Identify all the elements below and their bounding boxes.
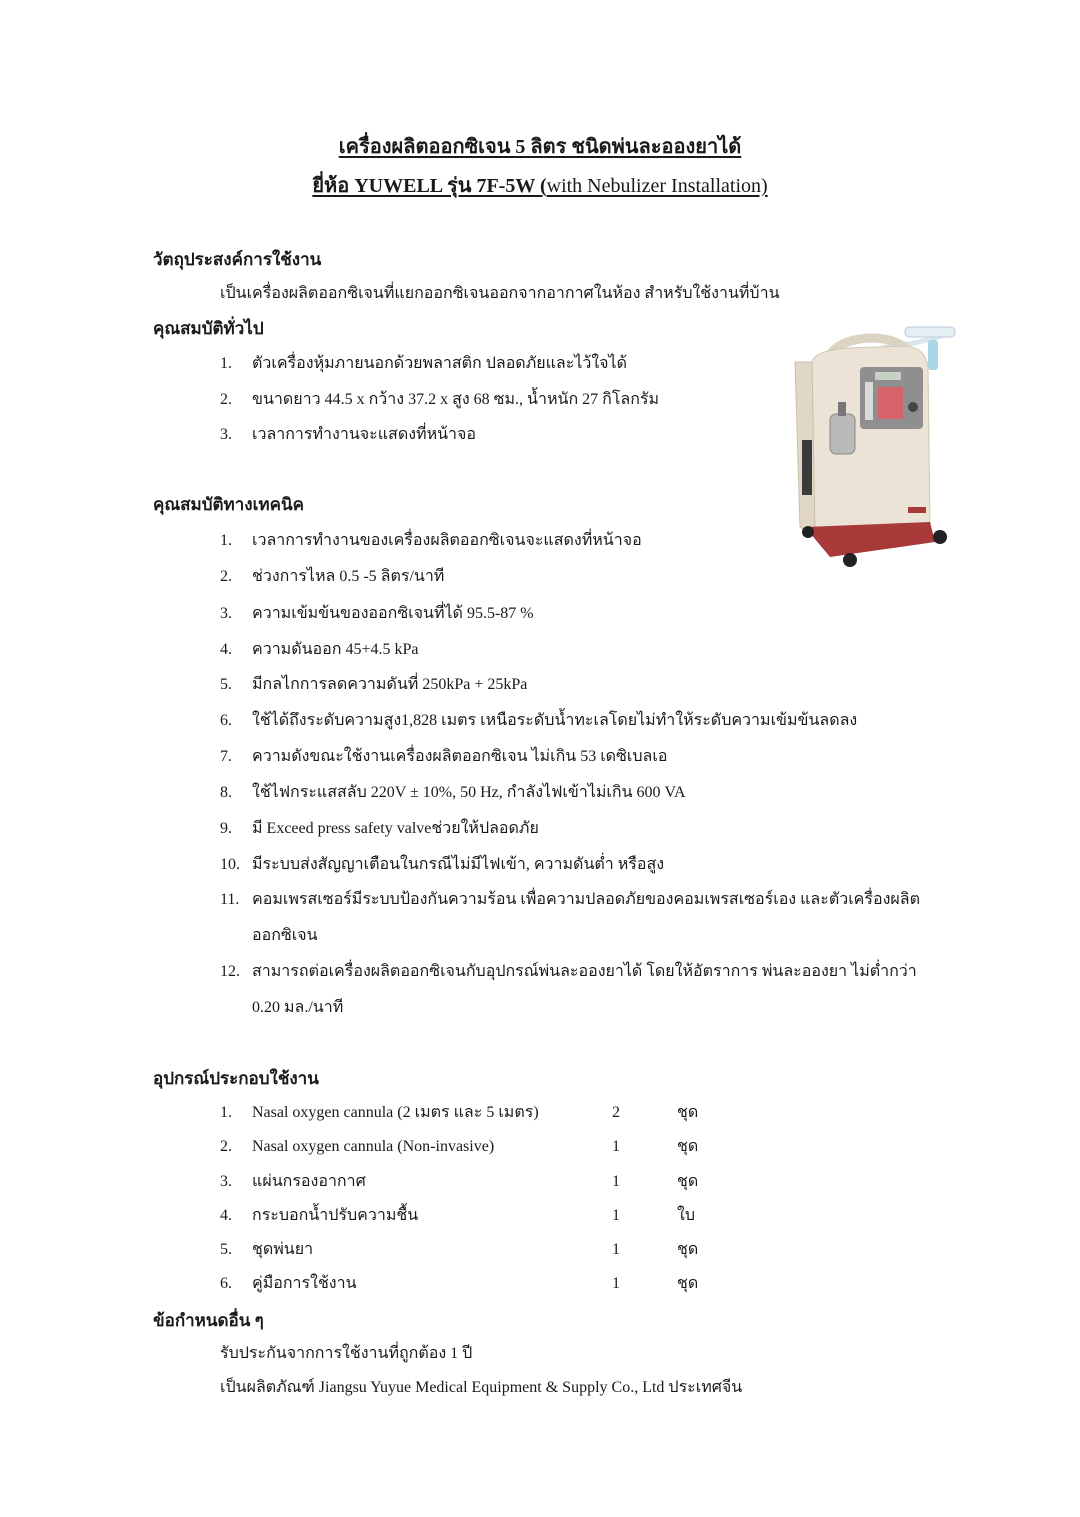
list-item: 0.20 มล./นาที xyxy=(252,999,344,1016)
list-item: ช่วงการไหล 0.5 -5 ลิตร/นาที xyxy=(252,568,445,585)
document-subtitle xyxy=(0,176,1080,196)
purpose-heading: วัตถุประสงค์การใช้งาน xyxy=(153,250,322,269)
list-item: ความดันออก 45+4.5 kPa xyxy=(252,641,419,658)
equipment-qty: 1 xyxy=(612,1207,620,1224)
equipment-name: Nasal oxygen cannula (2 เมตร และ 5 เมตร) xyxy=(252,1104,539,1121)
equipment-name: แผ่นกรองอากาศ xyxy=(252,1173,366,1190)
list-number: 1. xyxy=(220,532,232,549)
equipment-name: ชุดพ่นยา xyxy=(252,1241,314,1258)
equipment-unit: ชุด xyxy=(677,1275,699,1292)
manufacturer-text: เป็นผลิตภัณฑ์ Jiangsu Yuyue Medical Equipment & Supply Co., Ltd ประเทศจีน xyxy=(220,1379,743,1396)
list-number: 3. xyxy=(220,426,232,443)
list-number: 4. xyxy=(220,641,232,658)
list-item: มี Exceed press safety valveช่วยให้ปลอดภัย xyxy=(252,820,539,837)
equipment-unit: ชุด xyxy=(677,1104,699,1121)
list-number: 4. xyxy=(220,1207,232,1224)
equipment-unit: ชุด xyxy=(677,1241,699,1258)
warranty-text: รับประกันจากการใช้งานที่ถูกต้อง 1 ปี xyxy=(220,1345,473,1362)
equipment-unit: ใบ xyxy=(677,1207,695,1224)
equipment-unit: ชุด xyxy=(677,1138,699,1155)
equipment-qty: 1 xyxy=(612,1173,620,1190)
list-item: ตัวเครื่องหุ้มภายนอกด้วยพลาสติก ปลอดภัยและไว้ใจได้ xyxy=(252,355,627,372)
list-item: ใช้ไฟกระแสสลับ 220V ± 10%, 50 Hz, กำลังไฟเข้าไม่เกิน 600 VA xyxy=(252,784,686,801)
list-item: ขนาดยาว 44.5 x กว้าง 37.2 x สูง 68 ซม., น้ำหนัก 27 กิโลกรัม xyxy=(252,391,660,408)
other-heading: ข้อกำหนดอื่น ๆ xyxy=(153,1311,264,1330)
list-number: 6. xyxy=(220,712,232,729)
equipment-name: กระบอกน้ำปรับความชื้น xyxy=(252,1207,419,1224)
oxygen-concentrator-image xyxy=(790,322,965,574)
list-item: สามารถต่อเครื่องผลิตออกซิเจนกับอุปกรณ์พ่นละอองยาได้ โดยให้อัตราการ พ่นละอองยา ไม่ต่ำกว่า xyxy=(252,963,917,980)
list-number: 3. xyxy=(220,1173,232,1190)
technical-heading: คุณสมบัติทางเทคนิค xyxy=(153,495,304,514)
list-item: ใช้ได้ถึงระดับความสูง1,828 เมตร เหนือระดับน้ำทะเลโดยไม่ทำให้ระดับความเข้มข้นลดลง xyxy=(252,712,858,729)
list-item: มีกลไกการลดความดันที่ 250kPa + 25kPa xyxy=(252,676,528,693)
list-number: 10. xyxy=(220,856,240,873)
list-number: 8. xyxy=(220,784,232,801)
equipment-name: คู่มือการใช้งาน xyxy=(252,1275,357,1292)
general-heading: คุณสมบัติทั่วไป xyxy=(153,319,264,338)
list-number: 2. xyxy=(220,391,232,408)
list-number: 2. xyxy=(220,1138,232,1155)
subtitle-normal: with Nebulizer Installation) xyxy=(546,175,768,197)
list-number: 3. xyxy=(220,605,232,622)
list-number: 6. xyxy=(220,1275,232,1292)
equipment-qty: 1 xyxy=(612,1138,620,1155)
equipment-qty: 1 xyxy=(612,1241,620,1258)
equipment-qty: 2 xyxy=(612,1104,620,1121)
oxygen-concentrator-icon xyxy=(790,322,965,574)
document-title: เครื่องผลิตออกซิเจน 5 ลิตร ชนิดพ่นละอองยาได้ xyxy=(338,136,742,158)
equipment-qty: 1 xyxy=(612,1275,620,1292)
purpose-text: เป็นเครื่องผลิตออกซิเจนที่แยกออกซิเจนออกจากอากาศในห้อง สำหรับใช้งานที่บ้าน xyxy=(220,285,780,302)
list-number: 2. xyxy=(220,568,232,585)
list-number: 12. xyxy=(220,963,240,980)
list-item: เวลาการทำงานจะแสดงที่หน้าจอ xyxy=(252,426,477,443)
list-number: 7. xyxy=(220,748,232,765)
list-number: 5. xyxy=(220,1241,232,1258)
list-number: 11. xyxy=(220,891,240,908)
list-item: ออกซิเจน xyxy=(252,927,318,944)
equipment-heading: อุปกรณ์ประกอบใช้งาน xyxy=(153,1069,319,1088)
list-item: เวลาการทำงานของเครื่องผลิตออกซิเจนจะแสดงที่หน้าจอ xyxy=(252,532,642,549)
equipment-unit: ชุด xyxy=(677,1173,699,1190)
list-number: 9. xyxy=(220,820,232,837)
subtitle-bold: ยี่ห้อ YUWELL รุ่น 7F-5W ( xyxy=(312,175,547,197)
list-item: ความดังขณะใช้งานเครื่องผลิตออกซิเจน ไม่เกิน 53 เดซิเบลเอ xyxy=(252,748,668,765)
list-number: 1. xyxy=(220,1104,232,1121)
equipment-name: Nasal oxygen cannula (Non-invasive) xyxy=(252,1138,495,1155)
list-item: มีระบบส่งสัญญาเตือนในกรณีไม่มีไฟเข้า, ความดันต่ำ หรือสูง xyxy=(252,856,665,873)
list-item: คอมเพรสเซอร์มีระบบป้องกันความร้อน เพื่อความปลอดภัยของคอมเพรสเซอร์เอง และตัวเครื่องผลิต xyxy=(252,891,920,908)
list-number: 1. xyxy=(220,355,232,372)
list-number: 5. xyxy=(220,676,232,693)
list-item: ความเข้มข้นของออกซิเจนที่ได้ 95.5-87 % xyxy=(252,605,534,622)
